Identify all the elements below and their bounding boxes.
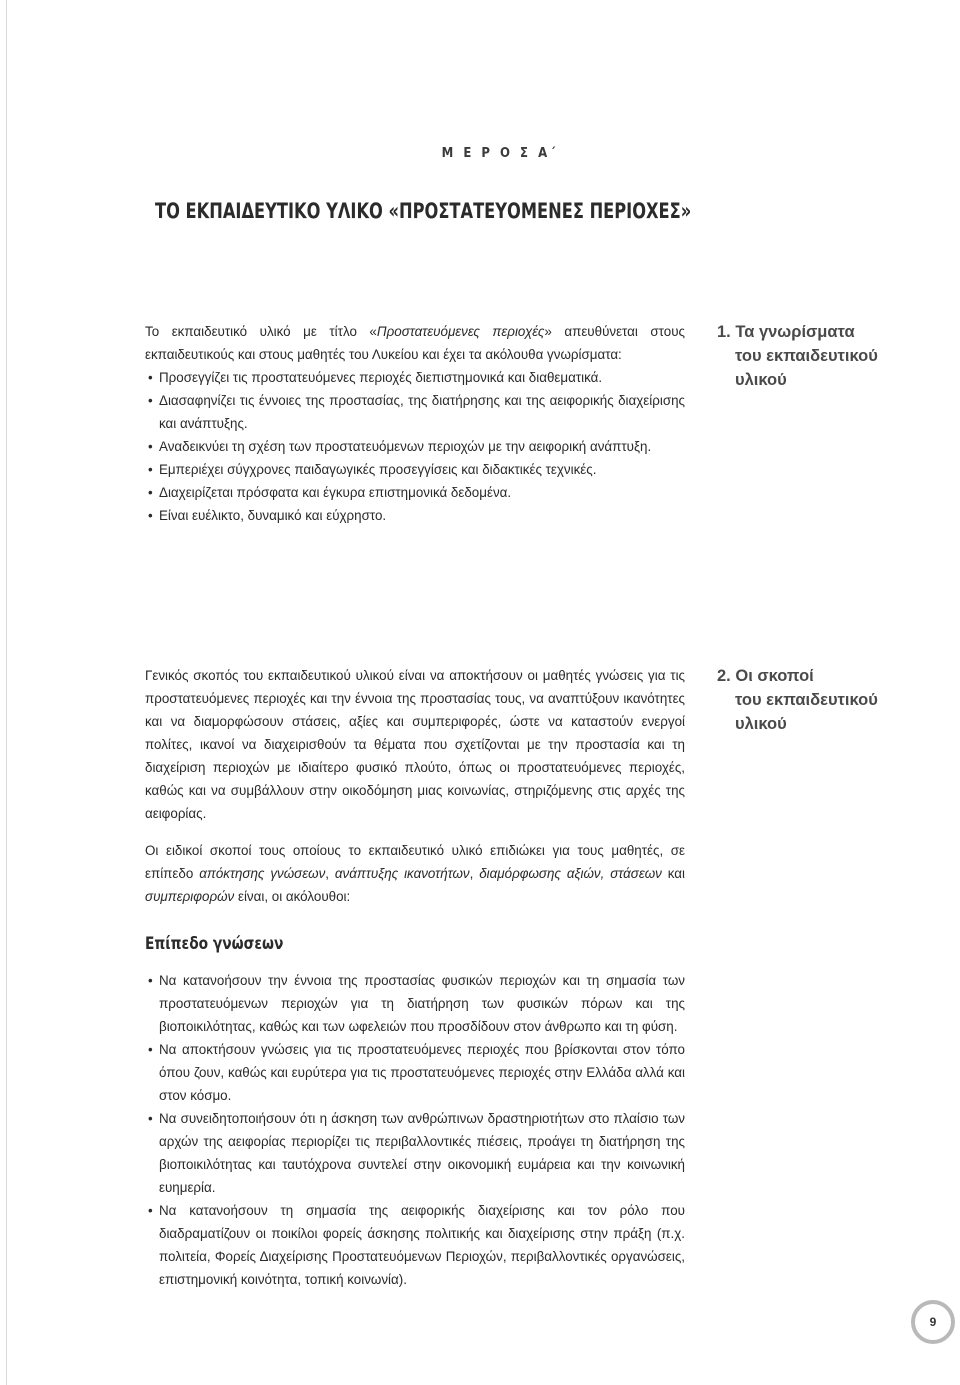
list-item-text: Διαχειρίζεται πρόσφατα και έγκυρα επιστημονικά δεδομένα. [159, 485, 512, 500]
specific-text-4: και [661, 866, 685, 881]
specific-italic-3: διαμόρφωσης αξιών, στάσεων [479, 866, 662, 881]
part-label: Μ Ε Ρ Ο Σ Α΄ [441, 146, 559, 161]
list-item: • Να συνειδητοποιήσουν ότι η άσκηση των ανθρώπινων δραστηριοτήτων στο πλαίσιο των αρχών της αειφορίας περιορίζει τις περιβαλλοντικές πιέσεις, προάγει τη διατήρηση της βιοποικιλότητας και ταυτόχρονα συντελεί στην οικονομική ευμάρεια και την κοινωνική ευημερία. [148, 1111, 685, 1195]
specific-aims-paragraph [145, 839, 685, 908]
list-item: • Είναι ευέλικτο, δυναμικό και εύχρηστο. [148, 508, 387, 523]
specific-italic-4: συμπεριφορών [145, 889, 235, 904]
section-1-body [145, 320, 685, 527]
section-1-heading-line2: του εκπαιδευτικού [735, 347, 878, 365]
list-item: • Να κατανοήσουν τη σημασία της αειφορικής διαχείρισης και τον ρόλο που διαδραματίζουν οι ποικίλοι φορείς άσκησης πολιτικής και διαχείρισης στην πράξη (π.χ. πολιτεία, Φορείς Διαχείρισης Προστατευόμενων Περιοχών, περιβαλλοντικές οργανώσεις, επιστημονική κοινότητα, τοπική κοινωνία). [148, 1203, 685, 1287]
knowledge-level-heading: Επίπεδο γνώσεων [145, 934, 284, 954]
list-item-text: Αναδεικνύει τη σχέση των προστατευόμενων περιοχών με την αειφορική ανάπτυξη. [159, 439, 652, 454]
section-1-heading-line1: Τα γνωρίσματα [735, 323, 855, 341]
list-item: • Να κατανοήσουν την έννοια της προστασίας φυσικών περιοχών και τη σημασία των προστατευόμενων περιοχών για τη διατήρηση των φυσικών πόρων και της βιοποικιλότητας, καθώς και των ωφελειών που προσδίδουν στον άνθρωπο και τη φύση. [148, 973, 685, 1034]
section-2-heading-line1: Οι σκοποί [735, 667, 814, 685]
intro-title-italic: Προστατευόμενες περιοχές [376, 324, 545, 339]
specific-text-2: , [325, 866, 335, 881]
section-2-body [145, 664, 685, 908]
list-item-text: Είναι ευέλικτο, δυναμικό και εύχρηστο. [159, 508, 387, 523]
list-item: • Διασαφηνίζει τις έννοιες της προστασίας, της διατήρησης και της αειφορικής διαχείρισης και ανάπτυξης. [148, 393, 685, 431]
list-item: • Να αποκτήσουν γνώσεις για τις προστατευόμενες περιοχές που βρίσκονται στον τόπο όπου ζουν, καθώς και ευρύτερα για τις προστατευόμενες περιοχές στην Ελλάδα αλλά και στον κόσμο. [148, 1042, 685, 1103]
list-item-text: Να συνειδητοποιήσουν ότι η άσκηση των ανθρώπινων δραστηριοτήτων στο πλαίσιο των αρχών της αειφορίας περιορίζει τις περιβαλλοντικές πιέσεις, προάγει τη διατήρηση της βιοποικιλότητας και ταυτόχρονα συντελεί στην οικονομική ευμάρεια και την κοινωνική ευημερία. [159, 1111, 685, 1195]
list-item-text: Διασαφηνίζει τις έννοιες της προστασίας, της διατήρησης και της αειφορικής διαχείρισης και ανάπτυξης. [159, 393, 685, 431]
section-1-heading-line3: υλικού [735, 371, 787, 389]
list-item: • Διαχειρίζεται πρόσφατα και έγκυρα επιστημονικά δεδομένα. [148, 485, 512, 500]
specific-text-1: Οι ειδικοί σκοποί τους οποίους το εκπαιδευτικό υλικό επιδιώκει για τους μαθητές, σε επίπεδο [145, 843, 685, 881]
intro-text-2: » απευθύνεται στους εκπαιδευτικούς και στους μαθητές του Λυκείου και έχει τα ακόλουθα γνωρίσματα: [145, 324, 686, 362]
list-item: • Εμπεριέχει σύγχρονες παιδαγωγικές προσεγγίσεις και διδακτικές τεχνικές. [148, 462, 597, 477]
list-item-text: Προσεγγίζει τις προστατευόμενες περιοχές διεπιστημονικά και διαθεματικά. [159, 370, 603, 385]
intro-text-1: Το εκπαιδευτικό υλικό με τίτλο « [145, 324, 377, 339]
section-2-heading [717, 664, 937, 736]
section-2-heading-line3: υλικού [735, 715, 787, 733]
specific-italic-2: ανάπτυξης ικανοτήτων [334, 866, 470, 881]
section-1-intro [145, 320, 685, 366]
list-item-text: Να αποκτήσουν γνώσεις για τις προστατευόμενες περιοχές που βρίσκονται στον τόπο όπου ζουν, καθώς και ευρύτερα για τις προστατευόμενες περιοχές στην Ελλάδα αλλά και στον κόσμο. [159, 1042, 685, 1103]
specific-text-3: , [469, 866, 480, 881]
list-item: • Προσεγγίζει τις προστατευόμενες περιοχές διεπιστημονικά και διαθεματικά. [148, 370, 603, 385]
general-aim-paragraph: Γενικός σκοπός του εκπαιδευτικού υλικού είναι να αποκτήσουν οι μαθητές γνώσεις για τις προστατευόμενες περιοχές και την έννοια της προστασίας τους, να αναπτύξουν ικανότητες και να διαμορφώσουν στάσεις, αξίες και συμπεριφορές, ώστε να καταστούν ενεργοί πολίτες, ικανοί να διαχειρισθούν τα θέματα που σχετίζονται με την προστασία και τη διαχείριση περιοχών με ιδιαίτερο φυσικό πλούτο, όπως οι προστατευόμενες περιοχές, καθώς και να συμβάλλουν στην οικοδόμηση μιας κοινωνίας, στηριζόμενης στις αρχές της αειφορίας. [145, 668, 685, 821]
page-number: 9 [911, 1300, 955, 1344]
section-1-heading [717, 320, 937, 392]
list-item-text: Εμπεριέχει σύγχρονες παιδαγωγικές προσεγγίσεις και διδακτικές τεχνικές. [159, 462, 597, 477]
list-item-text: Να κατανοήσουν τη σημασία της αειφορικής διαχείρισης και τον ρόλο που διαδραματίζουν οι ποικίλοι φορείς άσκησης πολιτικής και διαχείρισης στην πράξη (π.χ. πολιτεία, Φορείς Διαχείρισης Προστατευόμενων Περιοχών, περιβαλλοντικές οργανώσεις, επιστημονική κοινότητα, τοπική κοινωνία). [159, 1203, 685, 1287]
section-1-number: 1. [717, 323, 731, 341]
knowledge-list [145, 969, 685, 1291]
list-item-text: Να κατανοήσουν την έννοια της προστασίας φυσικών περιοχών και τη σημασία των προστατευόμενων περιοχών για τη διατήρηση των φυσικών πόρων και της βιοποικιλότητας, καθώς και των ωφελειών που προσδίδουν στον άνθρωπο και τη φύση. [159, 973, 685, 1034]
specific-text-5: είναι, οι ακόλουθοι: [234, 889, 351, 904]
page-edge-line [6, 0, 7, 1385]
section-2-heading-line2: του εκπαιδευτικού [735, 691, 878, 709]
page-title: ΤΟ ΕΚΠΑΙΔΕΥΤΙΚΟ ΥΛΙΚΟ «ΠΡΟΣΤΑΤΕΥΟΜΕΝΕΣ ΠΕΡΙΟΧΕΣ» [155, 199, 692, 223]
list-item: • Αναδεικνύει τη σχέση των προστατευόμενων περιοχών με την αειφορική ανάπτυξη. [148, 439, 652, 454]
section-2-number: 2. [717, 667, 731, 685]
specific-italic-1: απόκτησης γνώσεων [199, 866, 326, 881]
